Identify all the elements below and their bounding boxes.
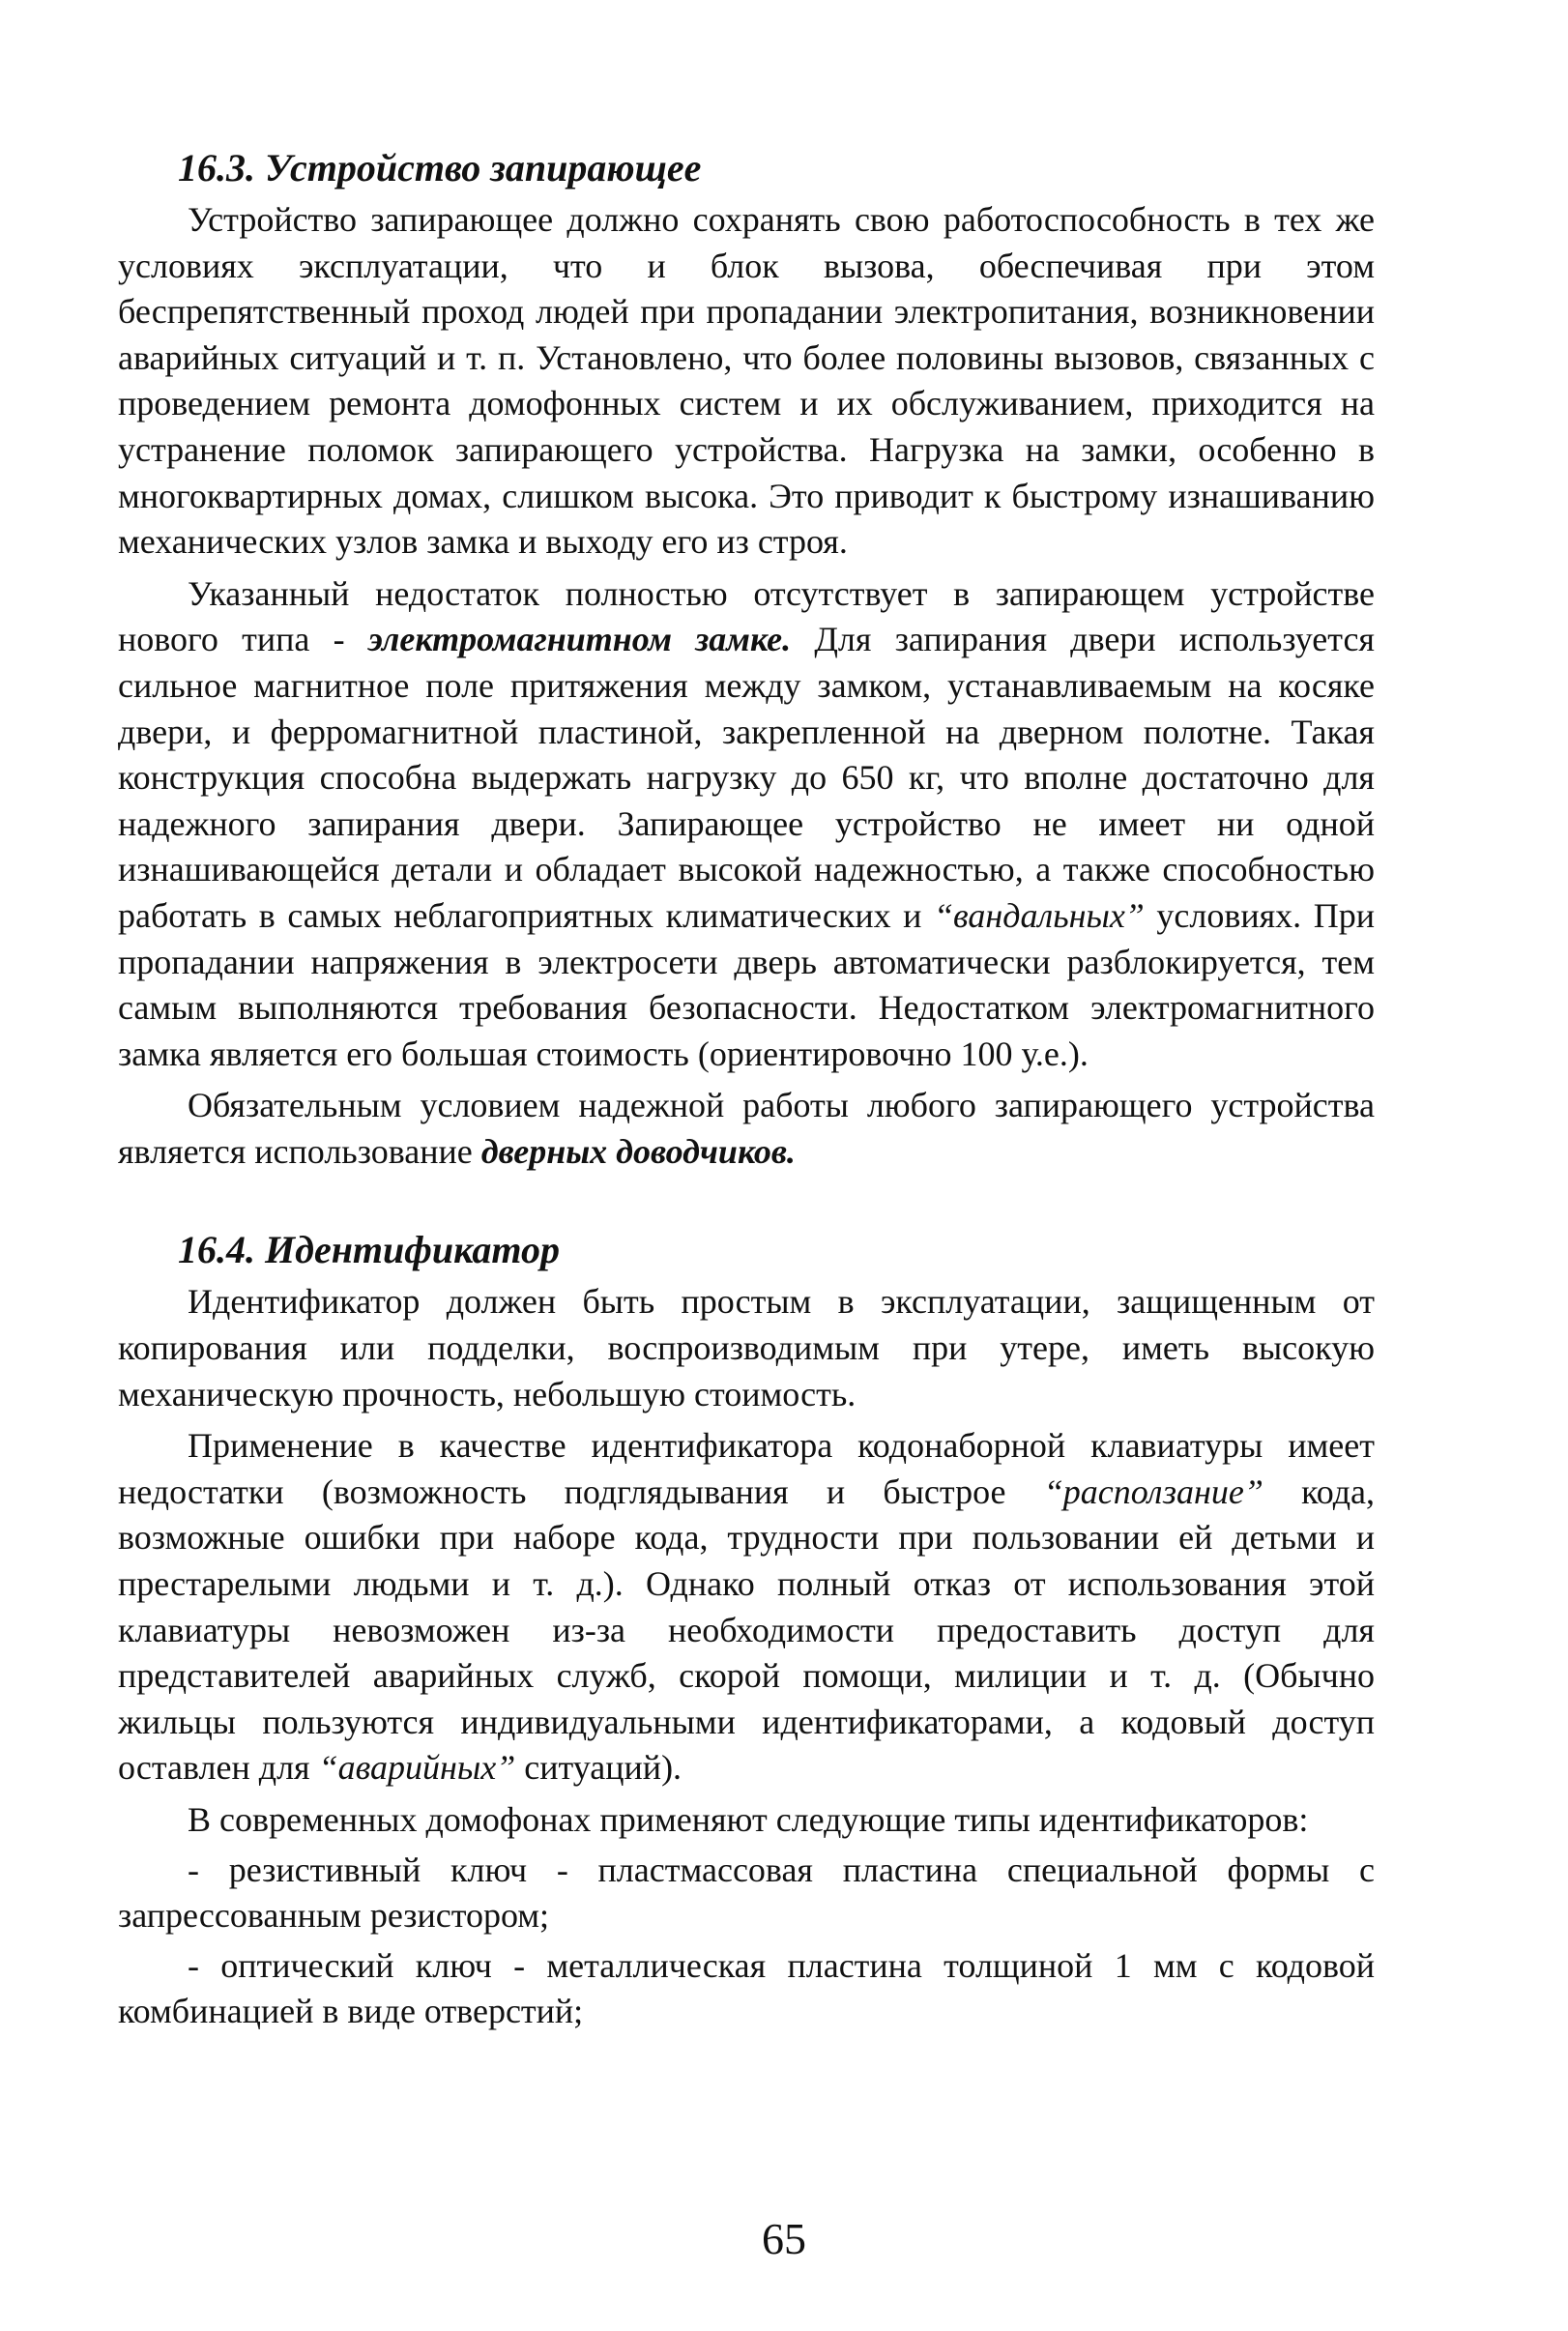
paragraph-keypad bbox=[118, 1423, 1375, 1792]
emphasis-door-closers: дверных доводчиков. bbox=[480, 1131, 796, 1171]
paragraph-locking-device-intro: Устройство запирающее должно сохранять свою работоспособность в тех же условиях эксплуатации, что и блок вызова, обеспечивая при этом беспрепятственный проход людей при пропадании электропитания, возникновении аварийных ситуаций и т. п. Установлено, что более половины вызовов, связанных с проведением ремонта домофонных систем и их обслуживанием, приходится на устранение поломок запирающего устройства. Нагрузка на замки, особенно в многоквартирных домах, слишком высока. Это приводит к быстрому изнашиванию механических узлов замка и выходу его из строя. bbox=[118, 200, 1375, 562]
text-run: кода, возможные ошибки при наборе кода, трудности при пользовании ей детьми и престарелыми людьми и т. д.). Однако полный отказ от использования этой клавиатуры невозможен из-за необходимости предоставить доступ для представителей аварийных служб, скорой помощи, милиции и т. д. (Обычно жильцы пользуются индивидуальными идентификаторами, а кодовый доступ оставлен для bbox=[118, 1471, 1375, 1788]
emphasis-vandal: “вандальных” bbox=[934, 895, 1145, 935]
emphasis-electromagnetic-lock: электромагнитном замке. bbox=[367, 620, 792, 659]
emphasis-emergency: “аварийных” bbox=[318, 1748, 516, 1788]
text-run: Для запирания двери используется сильное магнитное поле притяжения между замком, устанавливаемым на косяке двери, и ферромагнитной пластиной, закрепленной на дверном полотне. Такая конструкция способна выдержать нагрузку до 650 кг, что вполне достаточно для надежного запирания двери. Запирающее устройство не имеет ни одной изнашивающейся детали и обладает высокой надежностью, а также способностью работать в самых неблагоприятных климатических и bbox=[118, 620, 1375, 935]
paragraph-electromagnetic-lock bbox=[118, 571, 1375, 1078]
paragraph-identifier-requirements: Идентификатор должен быть простым в эксплуатации, защищенным от копирования или подделки, воспроизводимым при утере, иметь высокую механическую прочность, небольшую стоимость. bbox=[118, 1282, 1375, 1413]
text-run: Указанный недостаток полностью отсутствует в запирающем устройстве нового типа - bbox=[118, 573, 1375, 659]
paragraph-identifier-types: В современных домофонах применяют следующие типы идентификаторов: bbox=[188, 1800, 1309, 1839]
section-title-locking-device: 16.3. Устройство запирающее bbox=[178, 146, 702, 189]
list-item-optical-key: - оптический ключ - металлическая пластина толщиной 1 мм с кодовой комбинацией в виде отверстий; bbox=[118, 1945, 1375, 2031]
text-run: Применение в качестве идентификатора кодонаборной клавиатуры имеет недостатки (возможность подглядывания и быстрое bbox=[118, 1426, 1375, 1511]
list-item-resistive-key: - резистивный ключ - пластмассовая пластина специальной формы с запрессованным резистором; bbox=[118, 1850, 1375, 1936]
text-run: ситуаций). bbox=[515, 1748, 682, 1788]
page-number: 65 bbox=[762, 2214, 806, 2263]
emphasis-spreading: “расползание” bbox=[1043, 1471, 1263, 1511]
page-content bbox=[118, 145, 1375, 2035]
text-run: Обязательным условием надежной работы любого запирающего устройства является использование bbox=[118, 1086, 1375, 1171]
section-title-identifier: 16.4. Идентификатор bbox=[178, 1228, 561, 1272]
text-run: условиях. При пропадании напряжения в электросети дверь автоматически разблокируется, тем самым выполняются требования безопасности. Недостатком электромагнитного замка является его большая стоимость (ориентировочно 100 у.е.). bbox=[118, 895, 1376, 1073]
paragraph-door-closers bbox=[118, 1083, 1375, 1175]
